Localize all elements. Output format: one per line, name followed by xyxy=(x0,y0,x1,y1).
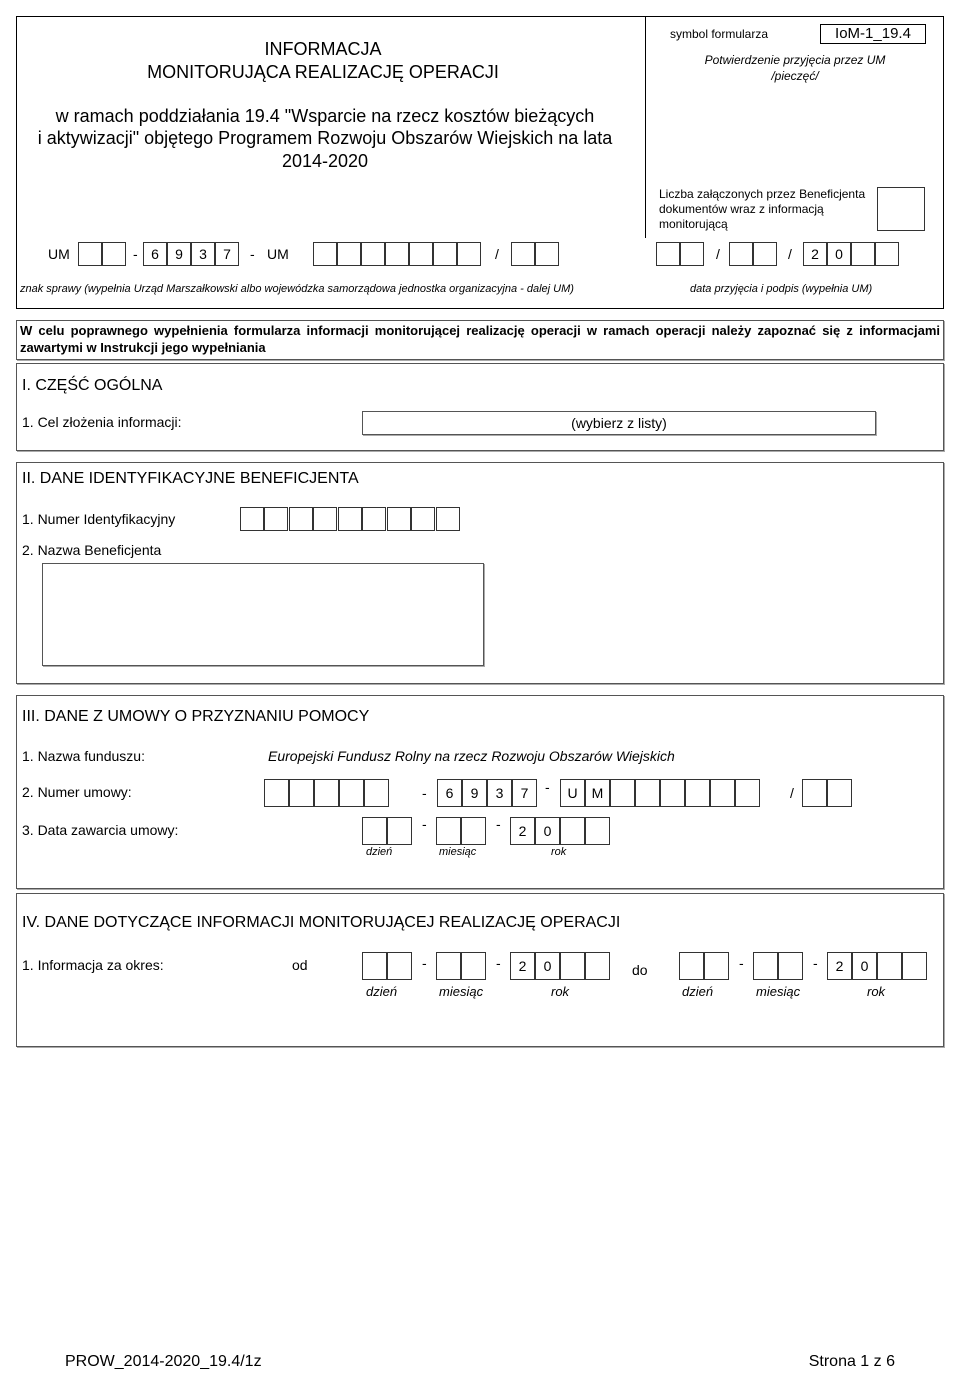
contract-dash: - xyxy=(545,779,550,795)
contract-digit: 9 xyxy=(462,779,487,807)
contract-letter: M xyxy=(585,779,610,807)
header-divider xyxy=(645,16,646,238)
from-year-digit: 0 xyxy=(535,952,560,980)
contract-date-cell[interactable] xyxy=(461,817,486,845)
case-cell[interactable] xyxy=(385,242,409,266)
contract-cell[interactable] xyxy=(264,779,289,807)
contract-cell[interactable] xyxy=(685,779,710,807)
id-number-cell[interactable] xyxy=(264,507,288,531)
receipt-date-cell[interactable] xyxy=(656,242,680,266)
form-subtitle-line3: 2014-2020 xyxy=(281,151,369,171)
case-um-label: UM xyxy=(48,246,70,262)
section4-title: IV. DANE DOTYCZĄCE INFORMACJI MONITORUJĄCEJ REALIZACJĘ OPERACJI xyxy=(22,914,621,931)
period-to-label: do xyxy=(632,962,648,978)
receipt-date-cell[interactable] xyxy=(729,242,753,266)
to-date-cell[interactable] xyxy=(902,952,927,980)
attachments-line3: monitorującą xyxy=(659,217,728,231)
footer-form-code: PROW_2014-2020_19.4/1z xyxy=(65,1353,262,1370)
purpose-label: 1. Cel złożenia informacji: xyxy=(22,414,182,430)
to-date-dash: - xyxy=(813,955,818,971)
form-title-line1: INFORMACJA xyxy=(264,39,382,59)
month-caption: miesiąc xyxy=(439,846,477,858)
to-date-cell[interactable] xyxy=(679,952,704,980)
to-date-cell[interactable] xyxy=(877,952,902,980)
to-date-cell[interactable] xyxy=(753,952,778,980)
from-date-cell[interactable] xyxy=(387,952,412,980)
contract-cell[interactable] xyxy=(339,779,364,807)
id-number-cell[interactable] xyxy=(313,507,337,531)
case-cell[interactable] xyxy=(78,242,102,266)
from-date-cell[interactable] xyxy=(461,952,486,980)
beneficiary-name-field[interactable] xyxy=(42,563,484,666)
from-day-caption: dzień xyxy=(366,984,398,999)
attachments-line2: dokumentów wraz z informacją xyxy=(659,202,824,216)
fund-value: Europejski Fundusz Rolny na rzecz Rozwoju Obszarów Wiejskich xyxy=(268,748,675,764)
case-cell[interactable] xyxy=(511,242,535,266)
receipt-year-digit: 0 xyxy=(827,242,851,266)
contract-cell[interactable] xyxy=(635,779,660,807)
receipt-date-cell[interactable] xyxy=(753,242,777,266)
receipt-date-cell[interactable] xyxy=(680,242,704,266)
period-from-label: od xyxy=(292,957,308,973)
from-year-caption: rok xyxy=(551,984,570,999)
case-dash: - xyxy=(250,246,255,262)
contract-cell[interactable] xyxy=(610,779,635,807)
receipt-date-slash: / xyxy=(716,246,720,262)
to-date-cell[interactable] xyxy=(704,952,729,980)
to-year-caption: rok xyxy=(867,984,886,999)
to-date-cell[interactable] xyxy=(778,952,803,980)
case-um-label: UM xyxy=(267,246,289,262)
case-digit: 6 xyxy=(143,242,167,266)
id-number-cell[interactable] xyxy=(436,507,460,531)
contract-date-cell[interactable] xyxy=(585,817,610,845)
symbol-label: symbol formularza xyxy=(670,27,769,41)
receipt-date-slash: / xyxy=(788,246,792,262)
contract-date-label: 3. Data zawarcia umowy: xyxy=(22,822,179,838)
contract-digit: 7 xyxy=(512,779,537,807)
section2-title: II. DANE IDENTYFIKACYJNE BENEFICJENTA xyxy=(22,470,359,487)
period-label: 1. Informacja za okres: xyxy=(22,957,164,973)
contract-year-digit: 0 xyxy=(535,817,560,845)
to-month-caption: miesiąc xyxy=(756,984,801,999)
id-number-cell[interactable] xyxy=(289,507,313,531)
contract-cell[interactable] xyxy=(827,779,852,807)
attachments-line1: Liczba załączonych przez Beneficjenta xyxy=(659,187,866,201)
attachments-count-field[interactable] xyxy=(877,187,925,231)
from-date-cell[interactable] xyxy=(436,952,461,980)
receipt-line2: /pieczęć/ xyxy=(771,69,819,83)
contract-letter: U xyxy=(560,779,585,807)
symbol-value: IoM-1_19.4 xyxy=(820,24,926,44)
contract-date-cell[interactable] xyxy=(560,817,585,845)
id-number-cell[interactable] xyxy=(387,507,411,531)
id-number-label: 1. Numer Identyfikacyjny xyxy=(22,511,176,527)
contract-cell[interactable] xyxy=(735,779,760,807)
from-date-cell[interactable] xyxy=(585,952,610,980)
beneficiary-name-label: 2. Nazwa Beneficjenta xyxy=(22,542,162,558)
contract-cell[interactable] xyxy=(660,779,685,807)
contract-digit: 6 xyxy=(437,779,462,807)
from-month-caption: miesiąc xyxy=(439,984,484,999)
contract-date-cell[interactable] xyxy=(387,817,412,845)
receipt-line1: Potwierdzenie przyjęcia przez UM xyxy=(704,53,886,67)
id-number-cell[interactable] xyxy=(411,507,435,531)
from-date-cell[interactable] xyxy=(560,952,585,980)
contract-cell[interactable] xyxy=(802,779,827,807)
notice-line2: zawartymi w Instrukcji jego wypełniania xyxy=(20,340,266,355)
contract-dash: - xyxy=(422,785,427,801)
contract-cell[interactable] xyxy=(710,779,735,807)
contract-year-digit: 2 xyxy=(510,817,535,845)
case-cell[interactable] xyxy=(361,242,385,266)
from-year-digit: 2 xyxy=(510,952,535,980)
case-digit: 7 xyxy=(215,242,239,266)
purpose-select[interactable]: (wybierz z listy) xyxy=(362,411,876,435)
contract-date-cell[interactable] xyxy=(362,817,387,845)
section3-title: III. DANE Z UMOWY O PRZYZNANIU POMOCY xyxy=(22,708,370,725)
contract-date-cell[interactable] xyxy=(436,817,461,845)
case-digit: 9 xyxy=(167,242,191,266)
case-digit: 3 xyxy=(191,242,215,266)
case-cell[interactable] xyxy=(313,242,337,266)
contract-date-dash: - xyxy=(422,816,427,832)
contract-slash: / xyxy=(790,785,794,801)
id-number-cell[interactable] xyxy=(362,507,386,531)
year-caption: rok xyxy=(551,846,567,858)
case-slash: / xyxy=(495,246,499,262)
contract-cell[interactable] xyxy=(289,779,314,807)
case-cell[interactable] xyxy=(433,242,457,266)
contract-cell[interactable] xyxy=(314,779,339,807)
form-subtitle-line1: w ramach poddziałania 19.4 "Wsparcie na rzecz kosztów bieżących xyxy=(55,106,595,126)
contract-date-dash: - xyxy=(496,816,501,832)
case-cell[interactable] xyxy=(457,242,481,266)
footer-page-number: Strona 1 z 6 xyxy=(808,1353,895,1370)
to-year-digit: 2 xyxy=(827,952,852,980)
form-title-line2: MONITORUJĄCA REALIZACJĘ OPERACJI xyxy=(147,62,499,82)
case-cell[interactable] xyxy=(409,242,433,266)
receipt-date-cell[interactable] xyxy=(875,242,899,266)
from-date-cell[interactable] xyxy=(362,952,387,980)
case-cell[interactable] xyxy=(535,242,559,266)
case-cell[interactable] xyxy=(337,242,361,266)
form-subtitle-line2: i aktywizacji" objętego Programem Rozwoju Obszarów Wiejskich na lata xyxy=(37,128,613,148)
case-dash: - xyxy=(133,246,138,262)
to-date-dash: - xyxy=(739,955,744,971)
fund-label: 1. Nazwa funduszu: xyxy=(22,748,145,764)
receipt-year-digit: 2 xyxy=(803,242,827,266)
to-year-digit: 0 xyxy=(852,952,877,980)
case-cell[interactable] xyxy=(102,242,126,266)
id-number-cell[interactable] xyxy=(338,507,362,531)
contract-number-label: 2. Numer umowy: xyxy=(22,784,132,800)
receipt-date-cell[interactable] xyxy=(851,242,875,266)
receipt-date-caption: data przyjęcia i podpis (wypełnia UM) xyxy=(690,283,873,295)
day-caption: dzień xyxy=(366,846,393,858)
contract-digit: 3 xyxy=(487,779,512,807)
contract-cell[interactable] xyxy=(364,779,389,807)
section1-title: I. CZĘŚĆ OGÓLNA xyxy=(22,377,163,394)
from-date-dash: - xyxy=(496,955,501,971)
to-day-caption: dzień xyxy=(682,984,714,999)
id-number-cell[interactable] xyxy=(240,507,264,531)
notice-line1: W celu poprawnego wypełnienia formularza informacji monitorującej realizację operacji w ramach operacji należy zapoznać się z informacjami xyxy=(20,323,940,338)
from-date-dash: - xyxy=(422,955,427,971)
case-number-caption: znak sprawy (wypełnia Urząd Marszałkowski albo wojewódzka samorządowa jednostka organizacyjna - dalej UM) xyxy=(20,283,574,295)
